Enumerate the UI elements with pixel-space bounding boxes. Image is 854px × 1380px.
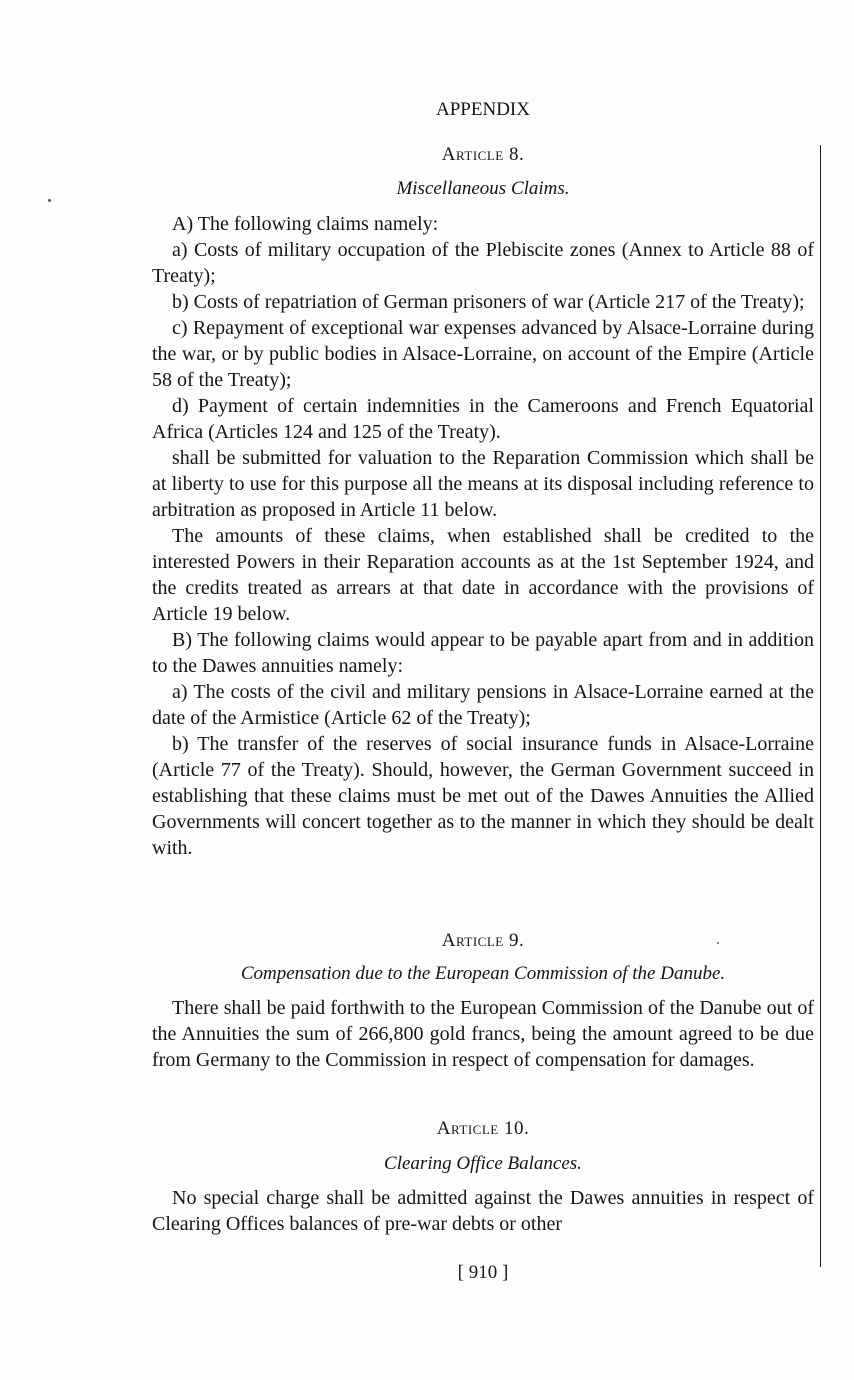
paragraph: A) The following claims namely: — [172, 213, 439, 235]
paragraph: a) Costs of military occupation of the Plebiscite zones (Annex to Article 88 of Treaty); — [152, 239, 814, 287]
margin-rule — [820, 145, 821, 1267]
paragraph: d) Payment of certain indemnities in the Cameroons and French Equatorial Africa (Articles 124 and 125 of the Treaty). — [152, 395, 814, 443]
paragraph: b) Costs of repatriation of German prisoners of war (Article 217 of the Treaty); — [172, 291, 805, 313]
article-10-title: Clearing Office Balances. — [384, 1153, 582, 1174]
article-9-heading: Article 9. — [441, 930, 525, 951]
article-8-title: Miscellaneous Claims. — [396, 178, 570, 199]
paragraph: No special charge shall be admitted against the Dawes annuities in respect of Clearing Offices balances of pre-war debts or other — [152, 1187, 814, 1235]
article-10-body — [152, 1185, 814, 1237]
article-9-body — [152, 995, 814, 1073]
paragraph: The amounts of these claims, when established shall be credited to the interested Powers in their Reparation accounts as at the 1st September 1924, and the credits treated as arrears at that date in accordance with the provisions of Article 19 below. — [152, 525, 814, 625]
paragraph: a) The costs of the civil and military pensions in Alsace-Lorraine earned at the date of the Armistice (Article 62 of the Treaty); — [152, 681, 814, 729]
paragraph: shall be submitted for valuation to the Reparation Commission which shall be at liberty to use for this purpose all the means at its disposal including reference to arbitration as proposed in Article 11 below. — [152, 447, 814, 521]
paragraph: c) Repayment of exceptional war expenses advanced by Alsace-Lorraine during the war, or by public bodies in Alsace-Lorraine, on account of the Empire (Article 58 of the Treaty); — [152, 317, 814, 391]
article-9-title: Compensation due to the European Commission of the Danube. — [240, 963, 726, 984]
paragraph: There shall be paid forthwith to the European Commission of the Danube out of the Annuities the sum of 266,800 gold francs, being the amount agreed to be due from Germany to the Commission in respect of compensation for damages. — [152, 997, 814, 1071]
article-8-body — [152, 211, 814, 861]
running-header: APPENDIX — [436, 99, 530, 120]
article-8-heading: Article 8. — [441, 144, 525, 165]
scan-speck — [48, 199, 51, 202]
article-10-heading: Article 10. — [436, 1118, 530, 1139]
paragraph: b) The transfer of the reserves of social insurance funds in Alsace-Lorraine (Article 77 of the Treaty). Should, however, the German Government succeed in establishing that these claims must be met out of the Dawes Annuities the Allied Governments will concert together as to the manner in which they should be dealt with. — [152, 733, 814, 859]
page-number: [ 910 ] — [457, 1262, 509, 1283]
paragraph: B) The following claims would appear to be payable apart from and in addition to the Dawes annuities namely: — [152, 629, 814, 677]
